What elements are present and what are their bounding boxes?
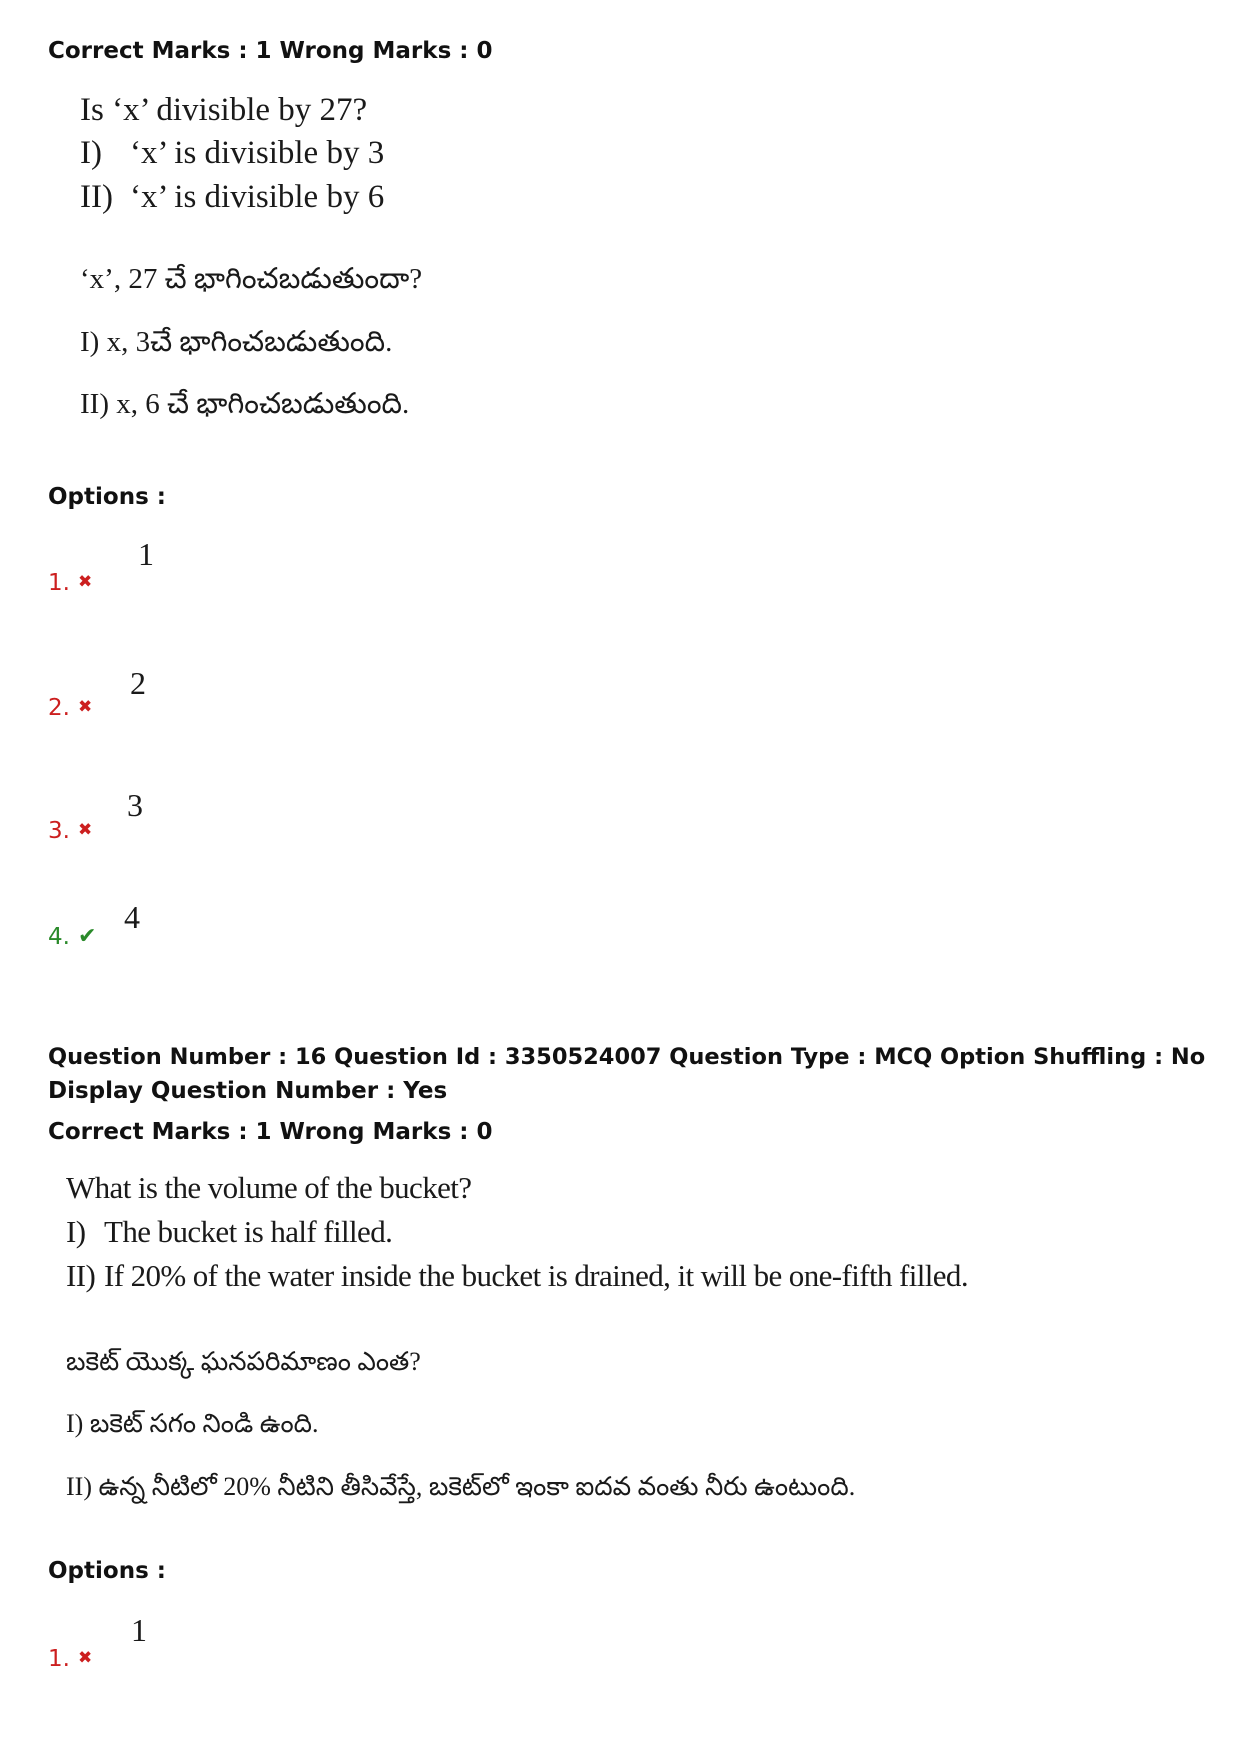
q16-s1-text: The bucket is half filled. — [104, 1214, 393, 1249]
q15-telugu-statement-2: II) x, 6 చే భాగించబడుతుంది. — [80, 388, 410, 420]
q15-marks: Correct Marks : 1 Wrong Marks : 0 — [48, 38, 493, 64]
q16-english-statement-2 — [66, 1256, 968, 1296]
option-number: 1. — [48, 1646, 70, 1672]
q16-header-line-1: Question Number : 16 Question Id : 3350524007 Question Type : MCQ Option Shuffling : No — [48, 1044, 1206, 1070]
q16-s2-text: If 20% of the water inside the bucket is drained, it will be one-fifth filled. — [104, 1258, 968, 1293]
q15-option-3-number — [48, 815, 92, 846]
q16-option-1-number — [48, 1643, 92, 1674]
q16-telugu-statement-1: I) బకెట్ సగం నిండి ఉంది. — [66, 1409, 319, 1438]
q15-telugu-statement-1: I) x, 3చే భాగించబడుతుంది. — [80, 326, 393, 358]
q16-english-statement-1 — [66, 1212, 392, 1252]
q15-option-1-number — [48, 567, 92, 598]
option-number: 4. — [48, 924, 70, 950]
q16-english-question: What is the volume of the bucket? — [66, 1170, 472, 1205]
option-number: 1. — [48, 570, 70, 596]
q15-s2-text: ‘x’ is divisible by 6 — [130, 179, 385, 215]
q16-option-1-value: 1 — [131, 1612, 147, 1648]
q15-option-4-value: 4 — [124, 899, 140, 935]
option-number: 3. — [48, 818, 70, 844]
q15-option-3-value: 3 — [127, 787, 143, 823]
checkmark-icon: ✔ — [77, 924, 97, 949]
q15-english-statement-1 — [80, 133, 384, 173]
cross-icon: ✖ — [77, 572, 93, 592]
cross-icon: ✖ — [77, 1648, 93, 1668]
q15-english-statement-2 — [80, 177, 384, 217]
q15-options-label: Options : — [48, 484, 166, 510]
q16-telugu-statement-2: II) ఉన్న నీటిలో 20% నీటిని తీసివేస్తే, బకెట్‌లో ఇంకా ఐదవ వంతు నీరు ఉంటుంది. — [66, 1472, 856, 1501]
cross-icon: ✖ — [77, 697, 93, 717]
option-number: 2. — [48, 695, 70, 721]
q15-english-question: Is ‘x’ divisible by 27? — [80, 92, 368, 128]
q15-option-2-value: 2 — [130, 665, 146, 701]
q16-s2-label: II) — [66, 1258, 96, 1293]
q15-option-1-value: 1 — [138, 536, 154, 572]
q15-option-4-number — [48, 922, 96, 952]
q16-options-label: Options : — [48, 1558, 166, 1584]
cross-icon: ✖ — [77, 820, 93, 840]
q15-telugu-question: ‘x’, 27 చే భాగించబడుతుందా? — [80, 263, 423, 295]
q16-s1-label: I) — [66, 1214, 86, 1249]
q16-marks: Correct Marks : 1 Wrong Marks : 0 — [48, 1119, 493, 1145]
q15-s2-label: II) — [80, 179, 113, 215]
q15-s1-label: I) — [80, 135, 102, 171]
q16-header-line-2: Display Question Number : Yes — [48, 1078, 448, 1104]
q16-telugu-question: బకెట్ యొక్క ఘనపరిమాణం ఎంత? — [66, 1347, 421, 1376]
q15-option-2-number — [48, 692, 92, 723]
q15-s1-text: ‘x’ is divisible by 3 — [130, 135, 385, 171]
